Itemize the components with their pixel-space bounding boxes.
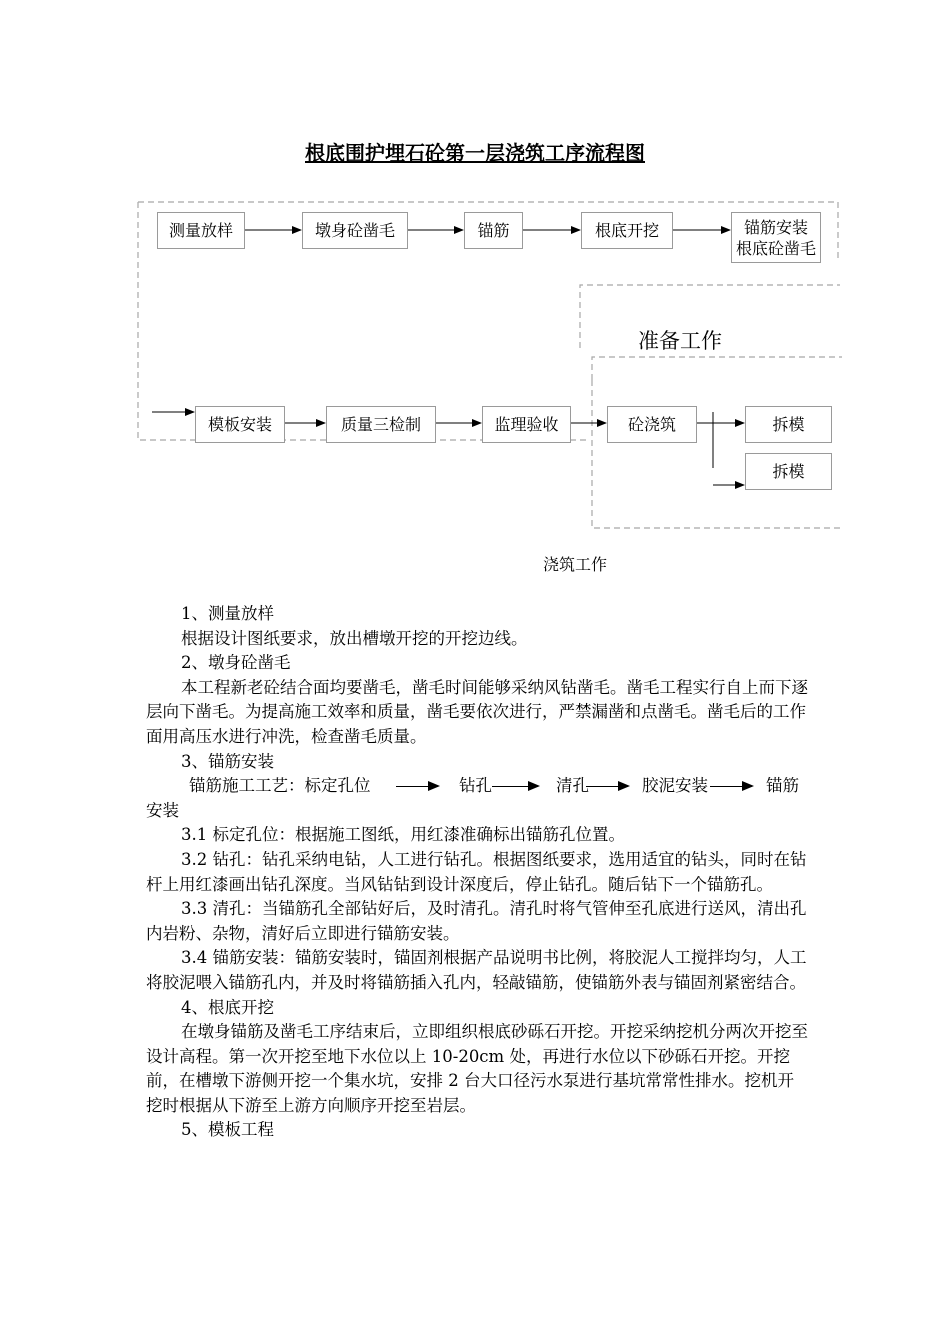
prep-label: 准备工作 [638, 329, 722, 353]
paragraph: 在墩身锚筋及凿毛工序结束后，立即组织根底砂砾石开挖。开挖采纳挖机分两次开挖至设计高程。第一次开挖至地下水位以上 10-20cm 处，再进行水位以下砂砾石开挖。开挖前，在槽墩下游侧开挖一个集水坑，安排 2 台大口径污水泵进行基坑常常性排水。挖机开挖时根据从下游至上游方向顺序开挖至岩层。 [146, 1022, 808, 1115]
process-step: 钻孔 [459, 776, 492, 796]
paragraph: 根据设计图纸要求，放出槽墩开挖的开挖边线。 [181, 628, 528, 648]
process-arrow-icon [586, 786, 628, 787]
process-step: 胶泥安装 [642, 776, 708, 796]
section-heading: 2、墩身砼凿毛 [181, 653, 291, 673]
process-step: 清孔 [556, 776, 589, 796]
paragraph: 3.2 钻孔：钻孔采纳电钻，人工进行钻孔。根据图纸要求，选用适宜的钻头，同时在钻杆上用红漆画出钻孔深度。当风钻钻到设计深度后，停止钻孔。随后钻下一个锚筋孔。 [146, 849, 807, 894]
flow-step-quality-check: 质量三检制 [326, 406, 436, 443]
page-title: 根底围护埋石砼第一层浇筑工序流程图 [305, 141, 645, 165]
flow-step-supervision: 监理验收 [482, 406, 571, 443]
section-heading: 5、模板工程 [181, 1120, 274, 1140]
paragraph: 3.1 标定孔位：根据施工图纸，用红漆准确标出锚筋孔位置。 [181, 825, 625, 845]
section-heading: 3、锚筋安装 [181, 751, 274, 771]
process-arrow-icon [710, 786, 752, 787]
pour-label: 浇筑工作 [543, 555, 608, 574]
section-heading: 1、测量放样 [181, 604, 274, 623]
process-step: 锚筋 [766, 776, 799, 796]
process-step: 锚筋施工工艺：标定孔位 [189, 776, 371, 796]
paragraph: 3.3 清孔：当锚筋孔全部钻好后，及时清孔。清孔时将气管伸至孔底进行送风，清出孔内岩粉、杂物，清好后立即进行锚筋安装。 [146, 899, 807, 943]
flow-step-survey: 测量放样 [157, 212, 245, 249]
body-text [146, 602, 810, 1143]
process-arrow-icon [396, 786, 438, 787]
flow-step-demold-1: 拆模 [745, 406, 832, 443]
paragraph: 3.4 锚筋安装：锚筋安装时，锚固剂根据产品说明书比例，将胶泥人工搅拌均匀，人工将胶泥喂入锚筋孔内，并及时将锚筋插入孔内，轻敲锚筋，使锚筋外表与锚固剂紧密结合。 [146, 948, 807, 992]
flow-step-pouring: 砼浇筑 [607, 406, 697, 443]
paragraph: 安装 [146, 800, 179, 820]
flow-step-demold-2: 拆模 [745, 453, 832, 490]
process-arrow-icon [492, 786, 538, 787]
paragraph: 本工程新老砼结合面均要凿毛，凿毛时间能够采纳风钻凿毛。凿毛工程实行自上而下逐层向下凿毛。为提高施工效率和质量，凿毛要依次进行，严禁漏凿和点凿毛。凿毛后的工作面用高压水进行冲洗，检查凿毛质量。 [146, 677, 808, 746]
section-heading: 4、根底开挖 [181, 997, 274, 1017]
flow-step-formwork: 模板安装 [195, 406, 285, 443]
anchor-process-line [146, 774, 810, 799]
flow-step-anchor-install: 锚筋安装 根底砼凿毛 [731, 212, 821, 263]
flowchart-lines [0, 0, 950, 600]
flow-step-anchor: 锚筋 [464, 212, 523, 249]
flow-step-pier-chiseling: 墩身砼凿毛 [302, 212, 408, 249]
flow-step-foundation-excavation: 根底开挖 [581, 212, 673, 249]
